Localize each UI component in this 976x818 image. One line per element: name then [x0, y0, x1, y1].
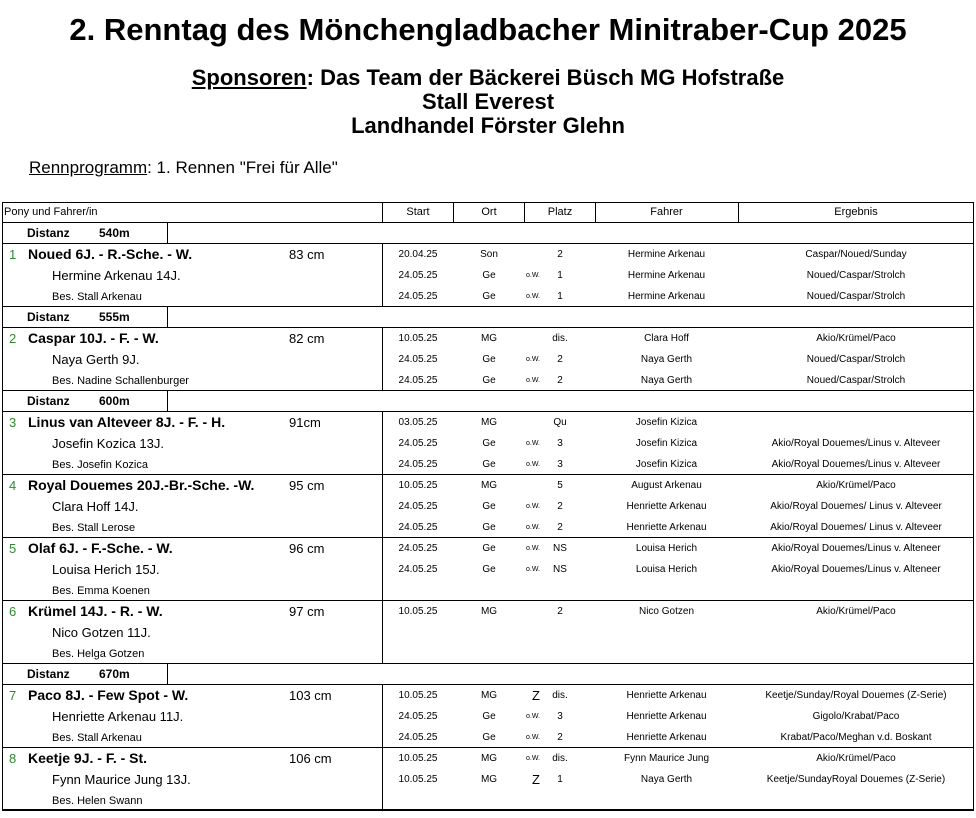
result-platz: NS — [553, 564, 567, 575]
header-ort: Ort — [481, 206, 497, 218]
result-ergebnis: Akio/Royal Douemes/Linus v. Alteveer — [771, 459, 941, 470]
result-ow: o.W. — [525, 461, 540, 468]
result-ergebnis: Akio/Royal Douemes/ Linus v. Alteveer — [770, 501, 942, 512]
result-ow: o.W. — [525, 545, 540, 552]
result-ow: o.W. — [525, 755, 540, 762]
result-start: 20.04.25 — [398, 249, 438, 260]
result-ergebnis: Akio/Royal Douemes/Linus v. Alteveer — [771, 438, 941, 449]
result-ort: Ge — [482, 732, 496, 743]
result-fahrer: Naya Gerth — [640, 375, 693, 386]
owner-name: Bes. Helga Gotzen — [52, 648, 145, 660]
header-fahrer: Fahrer — [650, 206, 683, 218]
program-label: Rennprogramm — [29, 158, 148, 177]
column-divider — [738, 202, 739, 222]
result-ort: MG — [480, 417, 498, 428]
distance-divider — [167, 390, 168, 411]
result-ort: Ge — [482, 711, 496, 722]
page-title: 2. Renntag des Mönchengladbacher Minitraber-Cup 2025 — [69, 12, 907, 47]
result-start: 10.05.25 — [398, 753, 438, 764]
distance-label: Distanz — [27, 310, 70, 324]
result-platz: Qu — [553, 417, 567, 428]
pony-size: 103 cm — [289, 688, 332, 703]
entry-number: 1 — [9, 247, 17, 262]
result-start: 10.05.25 — [398, 774, 438, 785]
entry-block — [2, 747, 974, 810]
result-ow: o.W. — [525, 734, 540, 741]
result-start: 24.05.25 — [398, 564, 438, 575]
header-ergebnis: Ergebnis — [834, 206, 878, 218]
distance-row — [2, 306, 974, 327]
result-ort: Ge — [482, 543, 496, 554]
result-ort: MG — [480, 606, 498, 617]
distance-label: Distanz — [27, 667, 70, 681]
result-ow: o.W. — [525, 524, 540, 531]
pony-size: 96 cm — [289, 541, 325, 556]
driver-name: Clara Hoff 14J. — [52, 499, 139, 514]
result-ergebnis: Noued/Caspar/Strolch — [806, 375, 906, 386]
distance-label: Distanz — [27, 226, 70, 240]
result-ergebnis: Noued/Caspar/Strolch — [806, 270, 906, 281]
sponsor-label: Sponsoren — [191, 65, 307, 90]
result-fahrer: Henriette Arkenau — [626, 732, 707, 743]
result-platz: 3 — [557, 711, 563, 722]
result-fahrer: Nico Gotzen — [638, 606, 695, 617]
result-start: 24.05.25 — [398, 501, 438, 512]
result-ergebnis: Akio/Krümel/Paco — [816, 606, 896, 617]
result-fahrer: Henriette Arkenau — [626, 522, 707, 533]
pony-name: Royal Douemes 20J.-Br.-Sche. -W. — [28, 477, 255, 493]
entry-block — [2, 474, 974, 537]
entry-number: 3 — [9, 415, 17, 430]
entry-block — [2, 600, 974, 663]
result-start: 24.05.25 — [398, 354, 438, 365]
result-ort: Ge — [482, 270, 496, 281]
result-platz: 2 — [557, 375, 563, 386]
result-start: 24.05.25 — [398, 543, 438, 554]
result-start: 24.05.25 — [398, 375, 438, 386]
result-ergebnis: Krabat/Paco/Meghan v.d. Boskant — [780, 732, 932, 743]
pony-size: 97 cm — [289, 604, 325, 619]
distance-value: 670m — [99, 667, 130, 681]
entry-block — [2, 537, 974, 600]
column-divider — [524, 202, 525, 222]
result-fahrer: Henriette Arkenau — [626, 711, 707, 722]
results-table — [2, 202, 974, 810]
distance-divider — [167, 306, 168, 327]
result-start: 24.05.25 — [398, 732, 438, 743]
entry-number: 4 — [9, 478, 17, 493]
result-start: 24.05.25 — [398, 270, 438, 281]
result-platz: 3 — [557, 438, 563, 449]
distance-divider — [167, 663, 168, 684]
result-fahrer: Naya Gerth — [640, 774, 693, 785]
pony-size: 106 cm — [289, 751, 332, 766]
result-ort: Son — [480, 249, 498, 260]
result-fahrer: Josefin Kizica — [635, 438, 698, 449]
entry-number: 7 — [9, 688, 17, 703]
pony-name: Paco 8J. - Few Spot - W. — [28, 687, 189, 703]
result-ort: Ge — [482, 375, 496, 386]
result-start: 24.05.25 — [398, 438, 438, 449]
result-start: 24.05.25 — [398, 522, 438, 533]
entry-number: 5 — [9, 541, 17, 556]
result-ow: Z — [532, 772, 540, 787]
row-divider — [2, 810, 974, 811]
result-ow: o.W. — [525, 713, 540, 720]
result-ort: Ge — [482, 522, 496, 533]
result-platz: 3 — [557, 459, 563, 470]
result-ow: Z — [532, 688, 540, 703]
entry-block — [2, 243, 974, 306]
result-ort: Ge — [482, 564, 496, 575]
sponsor-line-2: Stall Everest — [421, 89, 555, 114]
pony-name: Krümel 14J. - R. - W. — [28, 603, 163, 619]
sponsor-text: : Das Team der Bäckerei Büsch MG Hofstraße — [306, 65, 785, 90]
owner-name: Bes. Emma Koenen — [52, 585, 150, 597]
result-ow: o.W. — [525, 356, 540, 363]
result-platz: dis. — [552, 753, 568, 764]
column-divider — [382, 202, 383, 222]
entry-block — [2, 327, 974, 390]
result-start: 24.05.25 — [398, 291, 438, 302]
result-ort: MG — [480, 690, 498, 701]
driver-name: Josefin Kozica 13J. — [52, 436, 165, 451]
result-ergebnis: Noued/Caspar/Strolch — [806, 291, 906, 302]
result-ort: Ge — [482, 354, 496, 365]
owner-name: Bes. Stall Arkenau — [52, 291, 142, 303]
result-ergebnis: Keetje/SundayRoyal Douemes (Z-Serie) — [766, 774, 946, 785]
pony-name: Caspar 10J. - F. - W. — [28, 330, 159, 346]
result-fahrer: August Arkenau — [631, 480, 702, 491]
result-fahrer: Louisa Herich — [635, 543, 698, 554]
result-platz: dis. — [552, 690, 568, 701]
entry-block — [2, 411, 974, 474]
distance-value: 600m — [99, 394, 130, 408]
result-fahrer: Henriette Arkenau — [626, 501, 707, 512]
driver-name: Fynn Maurice Jung 13J. — [52, 772, 191, 787]
driver-name: Hermine Arkenau 14J. — [52, 268, 181, 283]
header-platz: Platz — [547, 206, 573, 218]
result-start: 03.05.25 — [398, 417, 438, 428]
header-pony: Pony und Fahrer/in — [4, 206, 98, 218]
result-fahrer: Josefin Kizica — [635, 459, 698, 470]
result-platz: 2 — [557, 501, 563, 512]
result-platz: 1 — [557, 270, 563, 281]
driver-name: Henriette Arkenau 11J. — [52, 709, 184, 724]
distance-divider — [167, 222, 168, 243]
result-fahrer: Hermine Arkenau — [627, 249, 706, 260]
result-platz: 5 — [557, 480, 563, 491]
pony-size: 82 cm — [289, 331, 325, 346]
table-header-row — [2, 202, 974, 222]
result-start: 10.05.25 — [398, 690, 438, 701]
program-text: : 1. Rennen "Frei für Alle" — [147, 158, 338, 177]
race-program — [29, 158, 338, 178]
result-ergebnis: Akio/Royal Douemes/Linus v. Alteneer — [771, 543, 941, 554]
result-platz: dis. — [552, 333, 568, 344]
driver-name: Naya Gerth 9J. — [52, 352, 140, 367]
result-start: 10.05.25 — [398, 606, 438, 617]
entry-number: 8 — [9, 751, 17, 766]
result-ergebnis: Keetje/Sunday/Royal Douemes (Z-Serie) — [765, 690, 947, 701]
pony-size: 83 cm — [289, 247, 325, 262]
result-platz: 2 — [557, 606, 563, 617]
result-platz: NS — [553, 543, 567, 554]
result-platz: 1 — [557, 774, 563, 785]
result-ow: o.W. — [525, 440, 540, 447]
result-ergebnis: Akio/Royal Douemes/Linus v. Alteneer — [771, 564, 941, 575]
pony-size: 91cm — [289, 415, 321, 430]
pony-name: Noued 6J. - R.-Sche. - W. — [28, 246, 193, 262]
result-fahrer: Louisa Herich — [635, 564, 698, 575]
result-platz: 1 — [557, 291, 563, 302]
result-start: 10.05.25 — [398, 480, 438, 491]
result-platz: 2 — [557, 522, 563, 533]
result-ort: MG — [480, 753, 498, 764]
column-divider — [595, 202, 596, 222]
result-start: 24.05.25 — [398, 711, 438, 722]
result-fahrer: Naya Gerth — [640, 354, 693, 365]
distance-row — [2, 390, 974, 411]
result-ergebnis: Noued/Caspar/Strolch — [806, 354, 906, 365]
pony-name: Linus van Alteveer 8J. - F. - H. — [28, 414, 226, 430]
distance-value: 540m — [99, 226, 130, 240]
result-ergebnis: Akio/Krümel/Paco — [816, 753, 896, 764]
sponsor-line-1 — [0, 66, 976, 90]
sponsors-block — [0, 66, 976, 138]
result-ergebnis: Akio/Royal Douemes/ Linus v. Alteveer — [770, 522, 942, 533]
sponsor-line-3: Landhandel Förster Glehn — [351, 113, 625, 138]
pony-size: 95 cm — [289, 478, 325, 493]
result-platz: 2 — [557, 732, 563, 743]
entry-number: 6 — [9, 604, 17, 619]
driver-name: Nico Gotzen 11J. — [52, 625, 151, 640]
result-ow: o.W. — [525, 272, 540, 279]
result-fahrer: Henriette Arkenau — [626, 690, 707, 701]
owner-name: Bes. Josefin Kozica — [52, 459, 148, 471]
driver-name: Louisa Herich 15J. — [52, 562, 160, 577]
result-fahrer: Fynn Maurice Jung — [623, 753, 710, 764]
distance-row — [2, 222, 974, 243]
owner-name: Bes. Stall Lerose — [52, 522, 136, 534]
result-platz: 2 — [557, 354, 563, 365]
result-ort: MG — [480, 480, 498, 491]
header-start: Start — [406, 206, 430, 218]
distance-value: 555m — [99, 310, 130, 324]
result-ort: Ge — [482, 291, 496, 302]
result-start: 10.05.25 — [398, 333, 438, 344]
result-ort: MG — [480, 333, 498, 344]
distance-label: Distanz — [27, 394, 70, 408]
entry-number: 2 — [9, 331, 17, 346]
pony-name: Keetje 9J. - F. - St. — [28, 750, 148, 766]
result-ow: o.W. — [525, 503, 540, 510]
result-ort: Ge — [482, 438, 496, 449]
result-ergebnis: Caspar/Noued/Sunday — [805, 249, 907, 260]
owner-name: Bes. Stall Arkenau — [52, 732, 142, 744]
distance-row — [2, 663, 974, 684]
result-ergebnis: Akio/Krümel/Paco — [816, 333, 896, 344]
result-fahrer: Hermine Arkenau — [627, 291, 706, 302]
result-ergebnis: Gigolo/Krabat/Paco — [812, 711, 900, 722]
owner-name: Bes. Nadine Schallenburger — [52, 375, 189, 387]
result-start: 24.05.25 — [398, 459, 438, 470]
result-ergebnis: Akio/Krümel/Paco — [816, 480, 896, 491]
result-ort: Ge — [482, 459, 496, 470]
result-fahrer: Josefin Kizica — [635, 417, 698, 428]
column-divider — [453, 202, 454, 222]
result-ow: o.W. — [525, 566, 540, 573]
result-ort: Ge — [482, 501, 496, 512]
result-fahrer: Hermine Arkenau — [627, 270, 706, 281]
result-fahrer: Clara Hoff — [644, 333, 689, 344]
result-ort: MG — [480, 774, 498, 785]
result-ow: o.W. — [525, 293, 540, 300]
entry-block — [2, 684, 974, 747]
result-ow: o.W. — [525, 377, 540, 384]
result-platz: 2 — [557, 249, 563, 260]
pony-name: Olaf 6J. - F.-Sche. - W. — [28, 540, 173, 556]
owner-name: Bes. Helen Swann — [52, 795, 143, 807]
